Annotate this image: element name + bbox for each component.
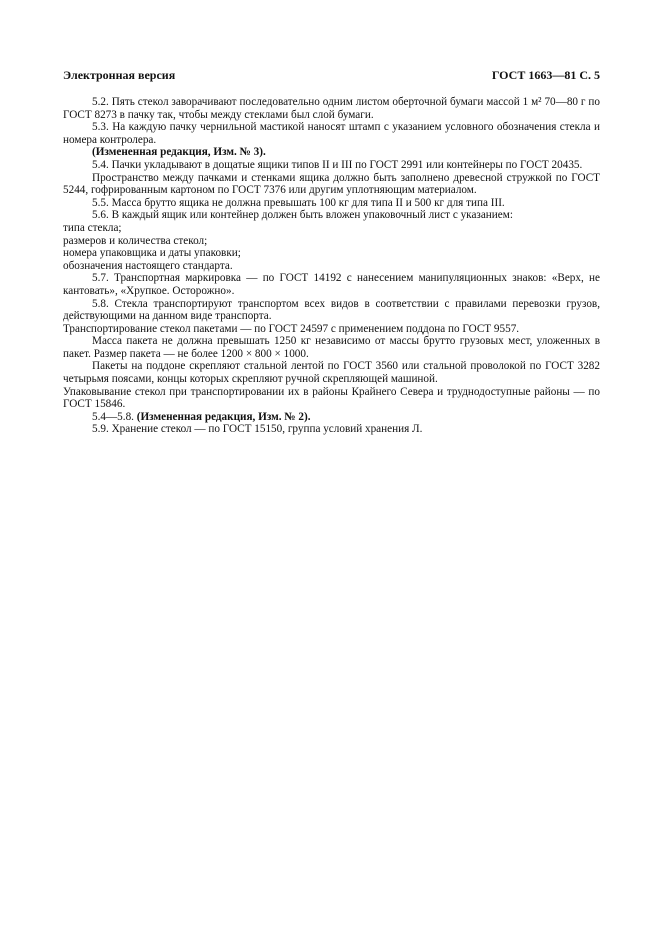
list-item	[63, 260, 600, 273]
document-body	[63, 96, 600, 436]
paragraph-text: 5.9. Хранение стекол — по ГОСТ 15150, группа условий хранения Л.	[92, 423, 423, 436]
paragraph-text: 5.4—5.8.	[92, 410, 137, 423]
paragraph-5-5	[63, 197, 600, 210]
paragraph-text: 5.3. На каждую пачку чернильной мастикой наносят штамп с указанием условного обозначения стекла и номера контролера.	[63, 121, 600, 146]
list-item	[63, 222, 600, 235]
paragraph-text: 5.8. Стекла транспортируют транспортом всех видов в соответствии с правилами перевозки грузов, действующими на данном виде транспорта.	[63, 297, 600, 323]
paragraph-text: 5.5. Масса брутто ящика не должна превышать 100 кг для типа II и 500 кг для типа III.	[92, 196, 505, 209]
paragraph-amendment-2	[63, 411, 600, 424]
paragraph-pallet-transport	[63, 323, 600, 336]
paragraph-pallet-fastening	[63, 360, 600, 385]
paragraph-text: 5.6. В каждый ящик или контейнер должен быть вложен упаковочный лист с указанием:	[92, 209, 513, 222]
paragraph-text: 5.2. Пять стекол заворачивают последовательно одним листом оберточной бумаги массой 1 м² 70—80 г по ГОСТ 8273 в пачку так, чтобы между стеклами был слой бумаги.	[63, 96, 600, 121]
paragraph-far-north	[63, 386, 600, 411]
paragraph-5-9	[63, 423, 600, 436]
paragraph-5-7	[63, 272, 600, 297]
amendment-note	[63, 146, 600, 159]
paragraph-5-6	[63, 209, 600, 222]
paragraph-text: номера упаковщика и даты упаковки;	[63, 247, 241, 260]
paragraph-text: обозначения настоящего стандарта.	[63, 259, 233, 272]
paragraph-5-2	[63, 96, 600, 121]
amendment-note: (Измененная редакция, Изм. № 2).	[136, 410, 311, 423]
document-page	[63, 68, 600, 436]
paragraph-text: Масса пакета не должна превышать 1250 кг независимо от массы брутто грузовых мест, уложенных в пакет. Размер пакета — не более 1200 × 800 × 1000.	[63, 335, 600, 360]
paragraph-text: Транспортирование стекол пакетами — по ГОСТ 24597 с применением поддона по ГОСТ 9557.	[63, 322, 520, 335]
paragraph-text: Пакеты на поддоне скрепляют стальной лентой по ГОСТ 3560 или стальной проволокой по ГОСТ 3282 четырьмя поясами, концы которых скрепляют ручной скрепляющей машиной.	[63, 360, 600, 386]
paragraph-text: 5.4. Пачки укладывают в дощатые ящики типов II и III по ГОСТ 2991 или контейнеры по ГОСТ 20435.	[92, 158, 583, 171]
paragraph-packing-space	[63, 172, 600, 197]
page-header	[63, 68, 600, 82]
paragraph-text: размеров и количества стекол;	[63, 234, 208, 247]
paragraph-text: (Измененная редакция, Изм. № 3).	[92, 146, 266, 159]
list-item	[63, 235, 600, 248]
header-left: Электронная версия	[63, 68, 176, 82]
list-item	[63, 247, 600, 260]
paragraph-package-mass	[63, 335, 600, 360]
paragraph-text: типа стекла;	[63, 221, 122, 234]
paragraph-5-3	[63, 121, 600, 146]
paragraph-5-8	[63, 298, 600, 323]
header-right: ГОСТ 1663—81 С. 5	[491, 68, 600, 82]
paragraph-5-4	[63, 159, 600, 172]
paragraph-text: Упаковывание стекол при транспортировании их в районы Крайнего Севера и труднодоступные районы — по ГОСТ 15846.	[63, 385, 600, 411]
paragraph-text: Пространство между пачками и стенками ящика должно быть заполнено древесной стружкой по ГОСТ 5244, гофрированным картоном по ГОСТ 7376 или другим уплотняющим материалом.	[63, 171, 600, 197]
paragraph-text: 5.7. Транспортная маркировка — по ГОСТ 14192 с нанесением манипуляционных знаков: «Верх, не кантовать», «Хрупкое. Осторожно».	[63, 272, 600, 297]
